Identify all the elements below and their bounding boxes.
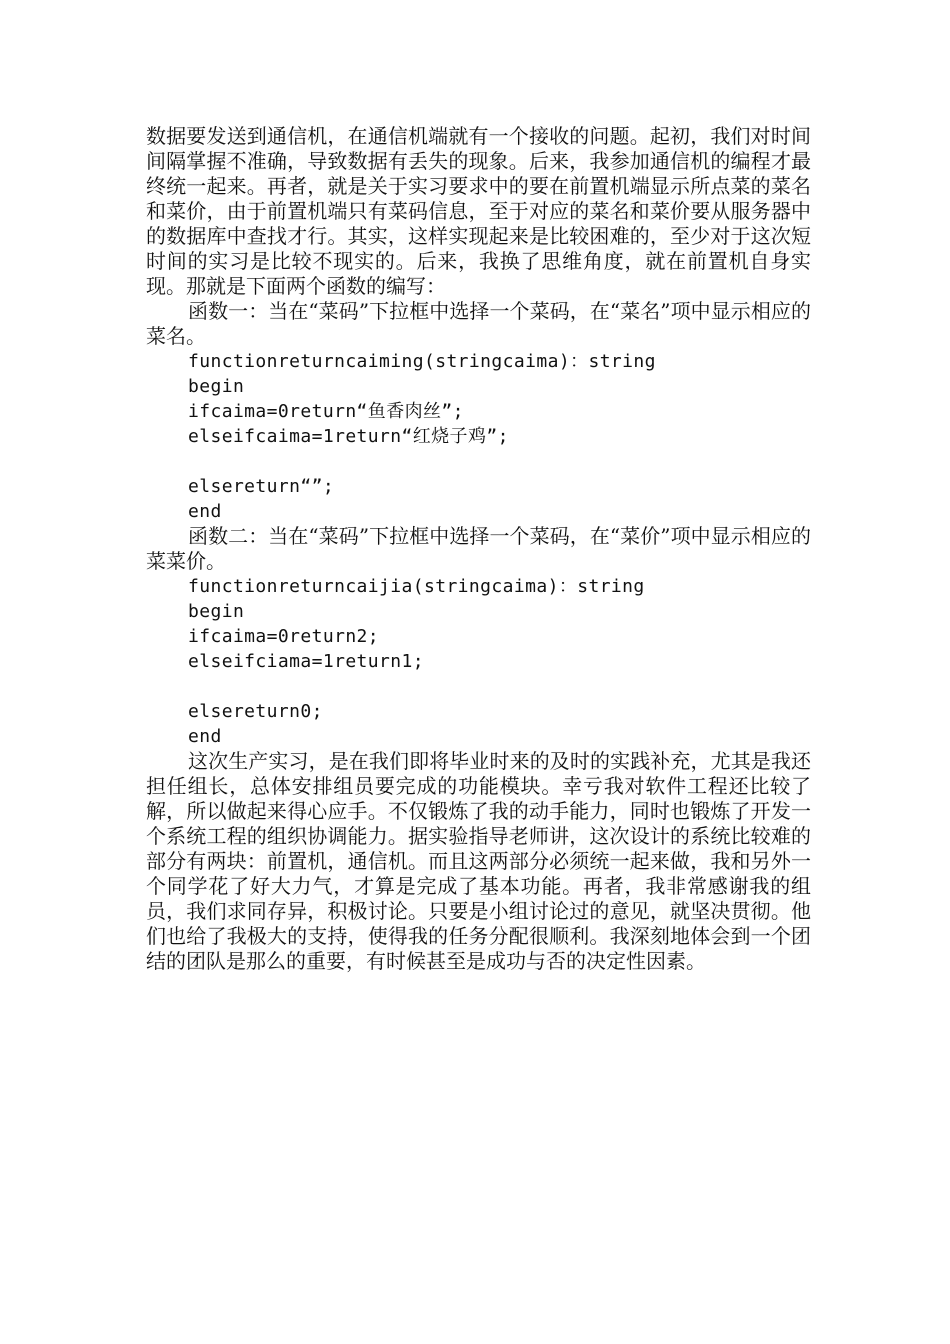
code-line: ifcaima=0return“鱼香肉丝”;	[188, 401, 464, 422]
code-line: end	[188, 726, 222, 747]
code-line: begin	[188, 376, 245, 397]
code-line-blank	[146, 674, 811, 699]
code-line-blank	[146, 449, 811, 474]
paragraph-reflection: 这次生产实习，是在我们即将毕业时来的及时的实践补充，尤其是我还担任组长，总体安排组员要完成的功能模块。幸亏我对软件工程还比较了解，所以做起来得心应手。不仅锻炼了我的动手能力，同时也锻炼了开发一个系统工程的组织协调能力。据实验指导老师讲，这次设计的系统比较难的部分有两块：前置机，通信机。而且这两部分必须统一起来做，我和另外一个同学花了好大力气，才算是完成了基本功能。再者，我非常感谢我的组员，我们求同存异，积极讨论。只要是小组讨论过的意见，就坚决贯彻。他们也给了我极大的支持，使得我的任务分配很顺利。我深刻地体会到一个团结的团队是那么的重要，有时候甚至是成功与否的决定性因素。	[146, 749, 811, 973]
function-two-code-block	[146, 574, 811, 749]
code-line: end	[188, 501, 222, 522]
code-line: elsereturn0;	[188, 701, 323, 722]
code-line: elsereturn“”;	[188, 476, 335, 497]
function-one-code-block	[146, 349, 811, 524]
paragraph-intro: 数据要发送到通信机，在通信机端就有一个接收的问题。起初，我们对时间间隔掌握不准确，导致数据有丢失的现象。后来，我参加通信机的编程才最终统一起来。再者，就是关于实习要求中的要在前置机端显示所点菜的菜名和菜价，由于前置机端只有菜码信息，至于对应的菜名和菜价要从服务器中的数据库中查找才行。其实，这样实现起来是比较困难的，至少对于这次短时间的实习是比较不现实的。后来，我换了思维角度，就在前置机自身实现。那就是下面两个函数的编写：	[146, 124, 811, 298]
document-body	[146, 124, 811, 974]
function-two-description: 函数二：当在“菜码”下拉框中选择一个菜码，在“菜价”项中显示相应的菜菜价。	[146, 524, 811, 573]
code-line: ifcaima=0return2;	[188, 626, 380, 647]
code-line: begin	[188, 601, 245, 622]
code-line: elseifcaima=1return“红烧子鸡”;	[188, 426, 509, 447]
code-line: functionreturncaiming(stringcaima)：string	[188, 351, 656, 372]
function-one-description: 函数一：当在“菜码”下拉框中选择一个菜码，在“菜名”项中显示相应的菜名。	[146, 299, 811, 348]
code-line: elseifciama=1return1;	[188, 651, 424, 672]
code-line: functionreturncaijia(stringcaima)：string	[188, 576, 645, 597]
